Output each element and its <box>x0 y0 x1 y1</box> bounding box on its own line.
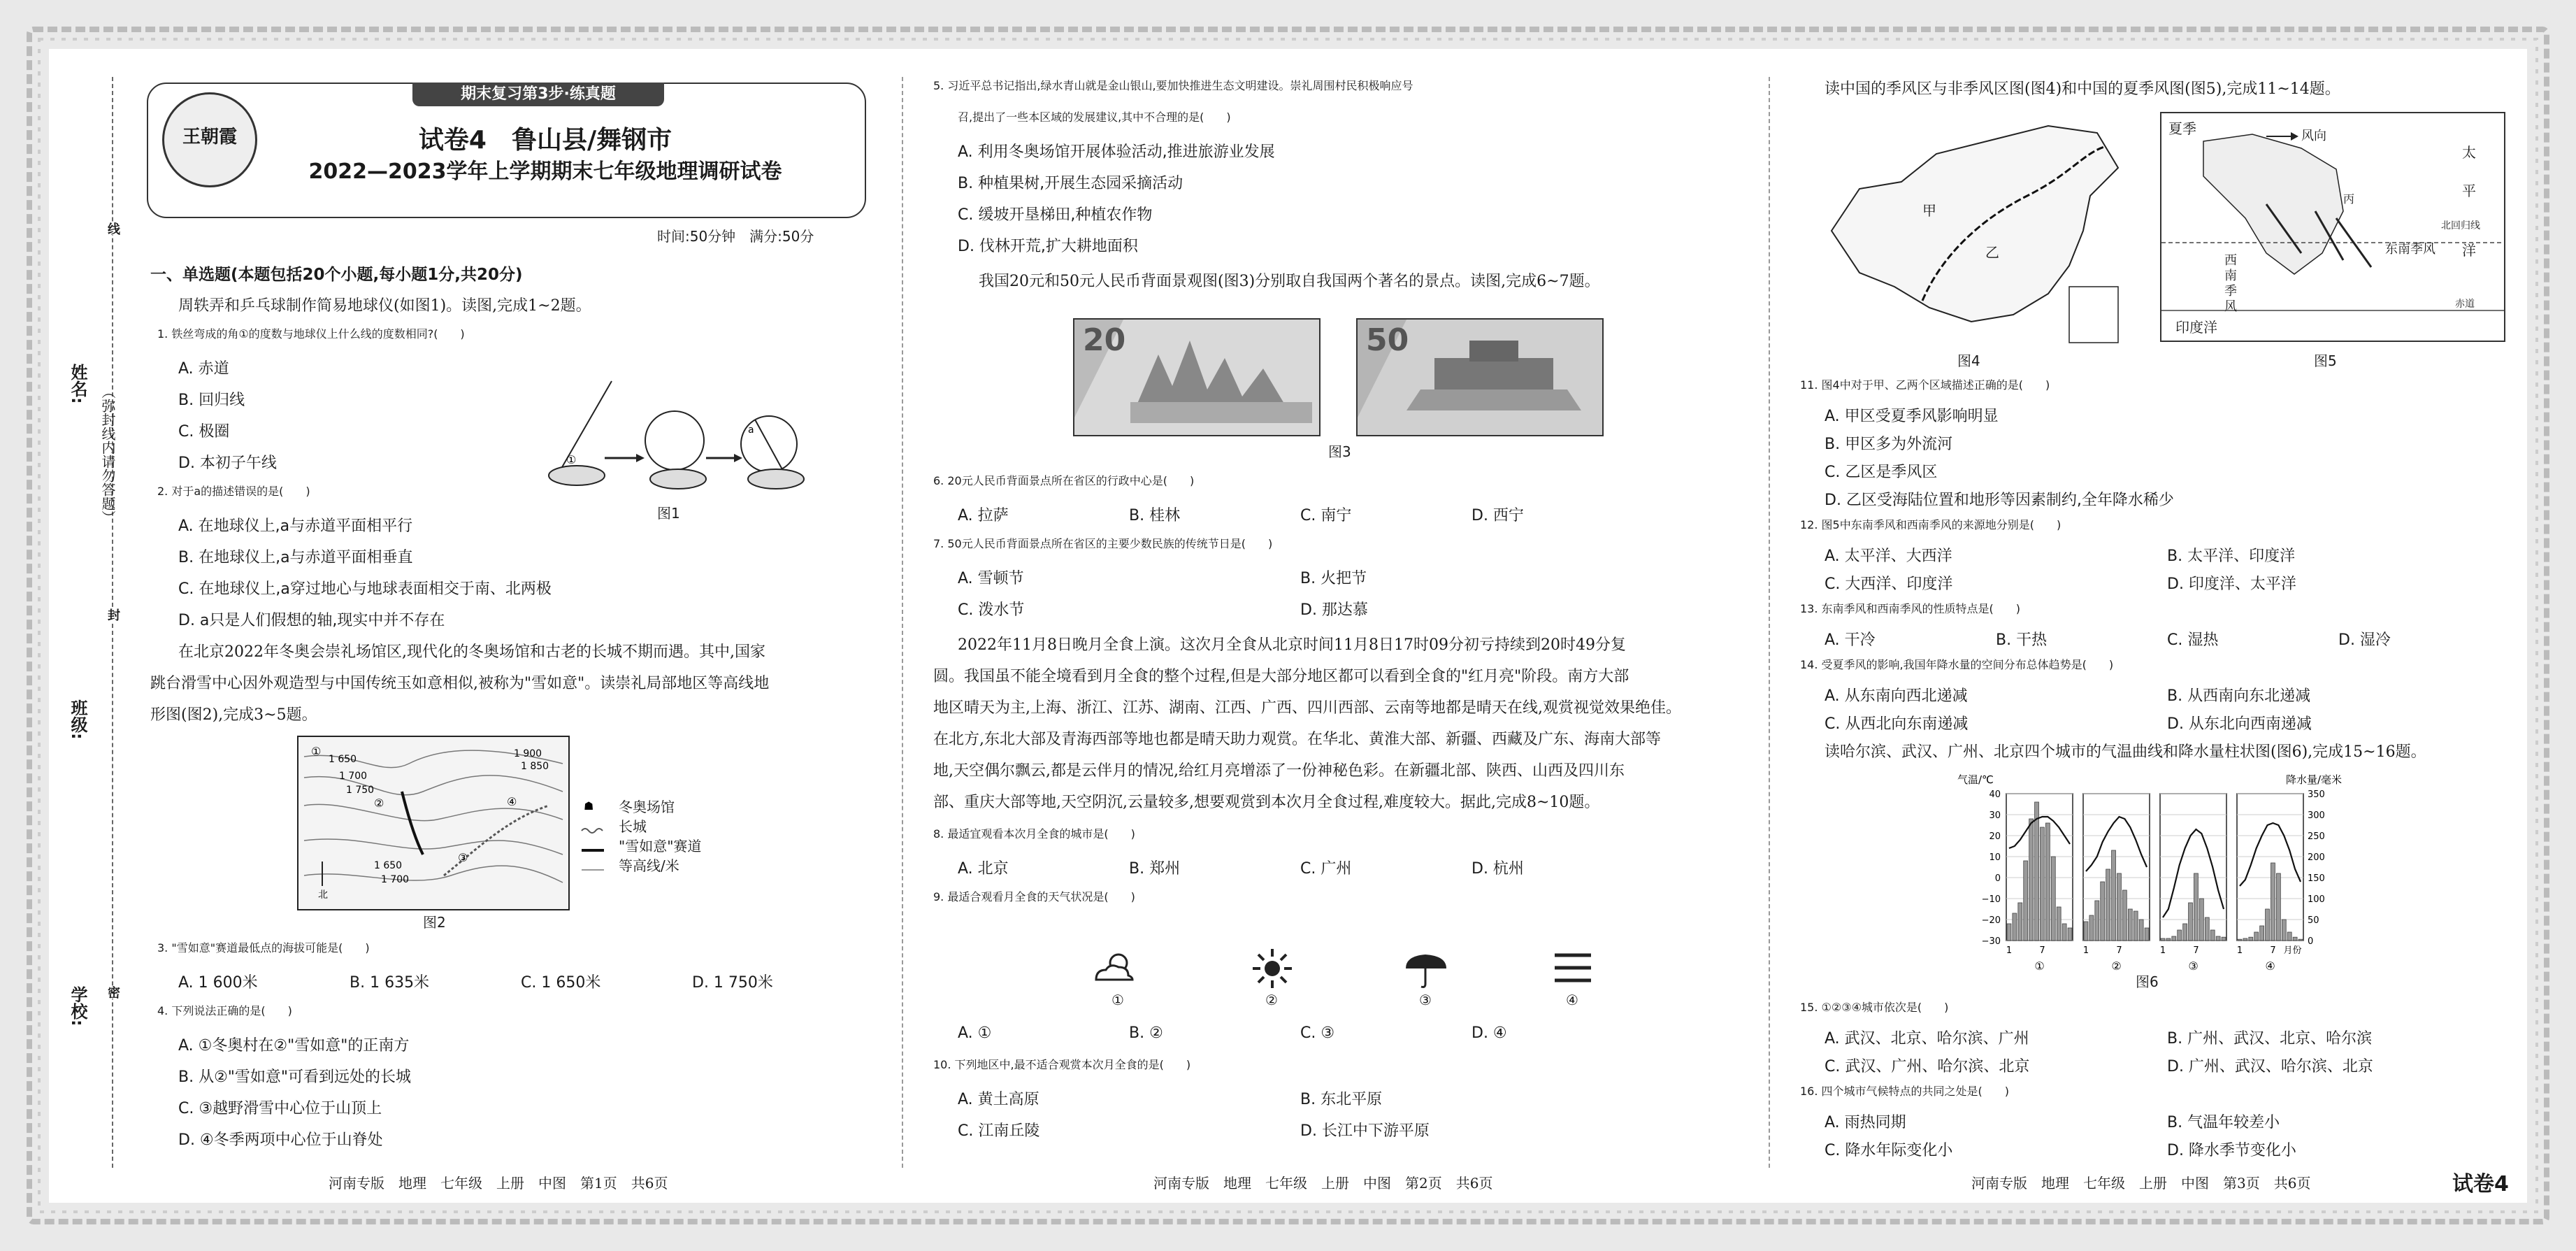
precipitation-bar <box>2145 928 2149 941</box>
rain-icon <box>1402 948 1451 989</box>
q9-option-d: D. ④ <box>1472 1024 1507 1042</box>
precipitation-bar <box>2238 939 2242 941</box>
equator-label: 赤道 <box>2455 299 2475 310</box>
q3-option-c: C. 1 650米 <box>521 974 601 992</box>
q8-option-a: A. 北京 <box>958 860 1009 878</box>
precipitation-bar <box>2194 873 2199 941</box>
svg-text:1 700: 1 700 <box>381 874 410 885</box>
temperature-tick-label: 40 <box>1989 789 2001 800</box>
figure-3-caption: 图3 <box>1328 443 1351 460</box>
wind-direction-label: 风向 <box>2301 129 2326 143</box>
precipitation-bar <box>2139 920 2143 941</box>
figure-1-globe <box>545 374 811 500</box>
month-tick-label: 7 <box>2193 945 2199 956</box>
southwest-monsoon-label: 西南季风 <box>2224 253 2237 314</box>
climate-panel-label: ① <box>2034 959 2045 973</box>
precipitation-tick-label: 300 <box>2308 810 2325 821</box>
svg-text:1 850: 1 850 <box>521 761 549 772</box>
svg-text:1 750: 1 750 <box>346 785 375 796</box>
q14-option-d: D. 从东北向西南递减 <box>2167 715 2312 733</box>
svg-text:②: ② <box>374 796 384 810</box>
rmb-50-denomination: 50 <box>1366 322 1409 358</box>
svg-text:a: a <box>748 424 754 436</box>
class-label: 班级: <box>68 699 87 740</box>
q5-option-c: C. 缓坡开垦梯田,种植农作物 <box>958 206 1153 224</box>
precipitation-bar <box>2249 937 2253 941</box>
precipitation-bar <box>2282 920 2286 941</box>
q15-option-b: B. 广州、武汉、北京、哈尔滨 <box>2167 1030 2373 1048</box>
precipitation-bar <box>2045 823 2050 941</box>
svg-text:1 900: 1 900 <box>514 748 542 759</box>
climate-panel-label: ③ <box>2188 959 2199 973</box>
temperature-tick-label: 30 <box>1989 810 2001 821</box>
precipitation-bar <box>2298 939 2303 941</box>
month-tick-label: 7 <box>2270 945 2276 956</box>
svg-text:北: 北 <box>318 889 328 901</box>
intro-4-line-2: 圆。我国虽不能全境看到月全食的整个过程,但是大部分地区都可以看到全食的"红月亮"阶段。南方大部 <box>933 668 1629 685</box>
precipitation-bar <box>2276 873 2280 941</box>
temperature-tick-label: 20 <box>1989 831 2001 842</box>
precipitation-tick-label: 200 <box>2308 852 2325 863</box>
precipitation-bar <box>2057 907 2061 941</box>
q8-option-d: D. 杭州 <box>1472 860 1524 878</box>
q1-option-c: C. 极圈 <box>178 423 230 441</box>
q10-option-c: C. 江南丘陵 <box>958 1122 1040 1140</box>
precipitation-bar <box>2222 937 2226 941</box>
q8-option-c: C. 广州 <box>1300 860 1352 878</box>
precipitation-bar <box>2260 926 2264 941</box>
q16-option-c: C. 降水年际变化小 <box>1825 1142 1953 1159</box>
precipitation-bar <box>2161 938 2165 941</box>
climate-panel-frame <box>2237 794 2303 941</box>
brand-logo <box>162 92 257 187</box>
logo-text: 王朝霞 <box>182 127 237 148</box>
intro-5: 读中国的季风区与非季风区图(图4)和中国的夏季风图(图5),完成11~14题。 <box>1825 80 2340 98</box>
precipitation-bar <box>2106 869 2110 941</box>
q4-option-c: C. ③越野滑雪中心位于山顶上 <box>178 1100 382 1117</box>
svg-text:☗: ☗ <box>584 799 594 813</box>
question-8: 8. 最适宜观看本次月全食的城市是( ) <box>933 827 1135 841</box>
intro-2-line-3: 形图(图2),完成3~5题。 <box>150 706 317 724</box>
q10-option-b: B. 东北平原 <box>1300 1091 1383 1108</box>
month-tick-label: 1 <box>2159 945 2166 956</box>
precipitation-bar <box>2101 882 2105 941</box>
q12-option-a: A. 太平洋、大西洋 <box>1825 548 1952 565</box>
binding-line <box>112 77 113 1168</box>
month-tick-label: 1 <box>2236 945 2243 956</box>
column-divider <box>902 77 905 1168</box>
precipitation-bar <box>2062 924 2066 941</box>
svg-text:1 700: 1 700 <box>339 771 368 782</box>
legend-contour: 等高线/米 <box>619 857 679 874</box>
figure-6-climate-charts <box>1957 766 2349 975</box>
q13-option-c: C. 湿热 <box>2167 631 2219 649</box>
footer-page-1: 河南专版 地理 七年级 上册 中图 第1页 共6页 <box>329 1175 668 1192</box>
precipitation-bar <box>2166 938 2171 941</box>
question-3: 3. "雪如意"赛道最低点的海拔可能是( ) <box>157 941 370 955</box>
temperature-axis-title: 气温/℃ <box>1957 773 1994 786</box>
legend-great-wall: 长城 <box>619 818 647 835</box>
q2-option-c: C. 在地球仪上,a穿过地心与地球表面相交于南、北两极 <box>178 580 552 598</box>
svg-text:③: ③ <box>458 851 468 864</box>
weather-label-2: ② <box>1265 992 1278 1008</box>
svg-text:④: ④ <box>507 795 517 808</box>
paper-title: 试卷4 鲁山县/舞钢市 <box>418 126 672 155</box>
intro-4-line-6: 部、重庆大部等地,天空阴沉,云量较多,想要观赏到本次月全食过程,难度较大。据此,完成8~10题。 <box>933 794 1600 811</box>
precipitation-bar <box>2293 937 2297 941</box>
q11-option-c: C. 乙区是季风区 <box>1825 464 1938 481</box>
precipitation-tick-label: 100 <box>2308 894 2325 905</box>
temperature-tick-label: 10 <box>1989 852 2001 863</box>
precipitation-bar <box>2172 936 2176 941</box>
intro-4-line-5: 地,天空偶尔飘云,都是云伴月的情况,给红月亮增添了一份神秘色彩。在新疆北部、陕西、山西及四川东 <box>933 762 1625 780</box>
question-2: 2. 对于a的描述错误的是( ) <box>157 485 310 498</box>
intro-4-line-4: 在北方,东北大部及青海西部等地也都是晴天助力观赏。在华北、黄淮大部、新疆、西藏及广东、海南大部等 <box>933 731 1661 748</box>
q6-option-c: C. 南宁 <box>1300 507 1352 524</box>
q6-option-a: A. 拉萨 <box>958 507 1009 524</box>
svg-text:1 650: 1 650 <box>329 754 357 765</box>
precipitation-bar <box>2271 863 2275 941</box>
precipitation-tick-label: 50 <box>2308 915 2319 926</box>
question-15: 15. ①②③④城市依次是( ) <box>1800 1001 1949 1014</box>
pacific-label-3: 洋 <box>2462 242 2476 259</box>
month-axis-title: 月份 <box>2283 945 2302 956</box>
precipitation-tick-label: 0 <box>2308 936 2314 947</box>
rmb-20-image <box>1073 318 1321 436</box>
q11-option-a: A. 甲区受夏季风影响明显 <box>1825 408 1999 425</box>
q3-option-b: B. 1 635米 <box>350 974 430 992</box>
region-jia: 甲 <box>1922 202 1936 219</box>
precipitation-bar <box>2183 924 2187 941</box>
q7-option-c: C. 泼水节 <box>958 601 1025 619</box>
legend-ski-track: "雪如意"赛道 <box>619 838 702 855</box>
svg-text:①: ① <box>311 745 322 758</box>
climate-panel-label: ④ <box>2265 959 2275 973</box>
q13-option-b: B. 干热 <box>1996 631 2048 649</box>
q7-option-b: B. 火把节 <box>1300 570 1367 587</box>
q7-option-d: D. 那达慕 <box>1300 601 1368 619</box>
q9-option-b: B. ② <box>1129 1024 1163 1042</box>
precipitation-bar <box>2134 911 2138 941</box>
q11-option-b: B. 甲区多为外流河 <box>1825 436 1953 453</box>
indian-ocean-label: 印度洋 <box>2175 319 2217 336</box>
partly-cloudy-icon <box>1091 948 1139 989</box>
tropic-label: 北回归线 <box>2441 220 2480 231</box>
q9-option-a: A. ① <box>958 1024 992 1042</box>
region-bing: 丙 <box>2343 192 2355 206</box>
precipitation-bar <box>2051 857 2055 941</box>
precipitation-axis-title: 降水量/毫米 <box>2286 773 2343 786</box>
question-4: 4. 下列说法正确的是( ) <box>157 1004 292 1017</box>
temperature-tick-label: −10 <box>1981 894 2001 905</box>
q6-option-d: D. 西宁 <box>1472 507 1524 524</box>
weather-label-4: ④ <box>1566 992 1578 1008</box>
q1-option-a: A. 赤道 <box>178 360 229 378</box>
precipitation-bar <box>2117 873 2122 941</box>
rmb-20-denomination: 20 <box>1083 322 1126 358</box>
precipitation-bar <box>2205 917 2209 941</box>
q15-option-a: A. 武汉、北京、哈尔滨、广州 <box>1825 1030 2029 1048</box>
precipitation-bar <box>2243 938 2247 941</box>
precipitation-bar <box>2254 932 2259 941</box>
precipitation-bar <box>2024 861 2028 941</box>
q12-option-b: B. 太平洋、印度洋 <box>2167 548 2296 565</box>
pacific-label-1: 太 <box>2462 144 2476 161</box>
q13-option-a: A. 干冷 <box>1825 631 1876 649</box>
section-heading: 一、单选题(本题包括20个小题,每小题1分,共20分) <box>150 266 523 284</box>
weather-label-1: ① <box>1111 992 1124 1008</box>
footer-page-3: 河南专版 地理 七年级 上册 中图 第3页 共6页 <box>1971 1175 2311 1192</box>
q3-option-d: D. 1 750米 <box>692 974 773 992</box>
question-5-line-1: 5. 习近平总书记指出,绿水青山就是金山银山,要加快推进生态文明建设。崇礼周围村民积极响应号 <box>933 79 1413 92</box>
school-label: 学校: <box>68 986 87 1027</box>
question-7: 7. 50元人民币背面景点所在省区的主要少数民族的传统节日是( ) <box>933 537 1273 550</box>
question-13: 13. 东南季风和西南季风的性质特点是( ) <box>1800 602 2021 615</box>
seal-note: （弥封线内请勿答题） <box>99 385 116 524</box>
fog-icon <box>1552 951 1594 986</box>
precipitation-bar <box>2068 928 2072 941</box>
climate-panel-frame <box>2160 794 2226 941</box>
question-12: 12. 图5中东南季风和西南季风的来源地分别是( ) <box>1800 518 2061 531</box>
precipitation-bar <box>2112 850 2116 941</box>
q2-option-d: D. a只是人们假想的轴,现实中并不存在 <box>178 612 445 629</box>
q1-option-d: D. 本初子午线 <box>178 455 277 472</box>
seal-mark-tie: 密 <box>103 986 122 999</box>
column-divider <box>1769 77 1771 1168</box>
legend-venue: 冬奥场馆 <box>619 799 675 815</box>
month-tick-label: 7 <box>2116 945 2122 956</box>
intro-1: 周轶弄和乒乓球制作简易地球仪(如图1)。读图,完成1~2题。 <box>178 297 591 315</box>
figure-5-caption: 图5 <box>2314 352 2337 369</box>
region-yi: 乙 <box>1985 244 1999 261</box>
q10-option-a: A. 黄土高原 <box>958 1091 1039 1108</box>
q2-option-a: A. 在地球仪上,a与赤道平面相平行 <box>178 517 413 535</box>
q16-option-a: A. 雨热同期 <box>1825 1114 1906 1131</box>
svg-text:①: ① <box>566 453 577 466</box>
question-5-line-2: 召,提出了一些本区域的发展建议,其中不合理的是( ) <box>958 110 1231 124</box>
precipitation-bar <box>2266 909 2270 941</box>
q16-option-b: B. 气温年较差小 <box>2167 1114 2280 1131</box>
precipitation-bar <box>2013 913 2017 941</box>
precipitation-bar <box>2018 903 2022 941</box>
q5-option-b: B. 种植果树,开展生态园采摘活动 <box>958 175 1183 192</box>
q5-option-a: A. 利用冬奥场馆开展体验活动,推进旅游业发展 <box>958 143 1275 161</box>
precipitation-bar <box>2189 903 2193 941</box>
precipitation-bar <box>2199 899 2203 941</box>
precipitation-bar <box>2122 890 2127 941</box>
intro-2-line-1: 在北京2022年冬奥会崇礼场馆区,现代化的冬奥场馆和古老的长城不期而遇。其中,国家 <box>178 643 765 661</box>
southeast-monsoon-label: 东南季风 <box>2385 242 2435 257</box>
precipitation-bar <box>2178 930 2182 941</box>
figure-6-caption: 图6 <box>2136 973 2159 990</box>
question-1: 1. 铁丝弯成的角①的度数与地球仪上什么线的度数相同?( ) <box>157 327 465 341</box>
climate-panel-label: ② <box>2111 959 2122 973</box>
q12-option-d: D. 印度洋、太平洋 <box>2167 576 2296 593</box>
figure-5-summer-monsoon-map <box>2160 112 2505 342</box>
month-tick-label: 1 <box>2006 945 2013 956</box>
q14-option-b: B. 从西南向东北递减 <box>2167 687 2311 705</box>
svg-text:1 650: 1 650 <box>374 860 403 871</box>
figure-2-contour-map <box>297 736 570 910</box>
q13-option-d: D. 湿冷 <box>2338 631 2391 649</box>
footer-page-2: 河南专版 地理 七年级 上册 中图 第2页 共6页 <box>1153 1175 1493 1192</box>
question-16: 16. 四个城市气候特点的共同之处是( ) <box>1800 1085 2010 1098</box>
precipitation-bar <box>2035 802 2039 941</box>
q3-option-a: A. 1 600米 <box>178 974 258 992</box>
q7-option-a: A. 雪顿节 <box>958 570 1024 587</box>
figure-1-caption: 图1 <box>657 505 680 522</box>
precipitation-bar <box>2095 901 2099 941</box>
temperature-tick-label: −30 <box>1981 936 2001 947</box>
paper-badge: 试卷4 <box>2452 1172 2509 1196</box>
sunny-icon <box>1251 948 1293 989</box>
q4-option-b: B. 从②"雪如意"可看到远处的长城 <box>178 1068 412 1086</box>
precipitation-tick-label: 150 <box>2308 873 2325 884</box>
review-tag: 期末复习第3步·练真题 <box>412 83 664 106</box>
time-info: 时间:50分钟 满分:50分 <box>657 228 814 245</box>
intro-4-line-3: 地区晴天为主,上海、浙江、江苏、湖南、江西、广西、四川西部、云南等地都是晴天在线,观赏视觉效果绝佳。 <box>933 699 1681 717</box>
temperature-tick-label: −20 <box>1981 915 2001 926</box>
q15-option-d: D. 广州、武汉、哈尔滨、北京 <box>2167 1058 2373 1075</box>
question-9: 9. 最适合观看月全食的天气状况是( ) <box>933 890 1135 903</box>
precipitation-bar <box>2287 932 2291 941</box>
intro-6: 读哈尔滨、武汉、广州、北京四个城市的气温曲线和降水量柱状图(图6),完成15~16题。 <box>1825 743 2426 761</box>
question-11: 11. 图4中对于甲、乙两个区域描述正确的是( ) <box>1800 378 2050 392</box>
question-6: 6. 20元人民币背面景点所在省区的行政中心是( ) <box>933 474 1195 487</box>
seal-mark-line: 线 <box>103 222 122 235</box>
precipitation-bar <box>2210 930 2215 941</box>
q16-option-d: D. 降水季节变化小 <box>2167 1142 2296 1159</box>
weather-label-3: ③ <box>1419 992 1432 1008</box>
month-tick-label: 1 <box>2082 945 2089 956</box>
figure-2-legend-symbols <box>580 797 608 881</box>
precipitation-tick-label: 250 <box>2308 831 2325 842</box>
temperature-tick-label: 0 <box>1994 873 2001 884</box>
q1-option-b: B. 回归线 <box>178 392 245 409</box>
precipitation-bar <box>2089 915 2094 941</box>
figure-4-caption: 图4 <box>1957 352 1980 369</box>
q14-option-c: C. 从西北向东南递减 <box>1825 715 1969 733</box>
q15-option-c: C. 武汉、广州、哈尔滨、北京 <box>1825 1058 2030 1075</box>
intro-2-line-2: 跳台滑雪中心因外观造型与中国传统玉如意相似,被称为"雪如意"。读崇礼局部地区等高线地 <box>150 675 770 692</box>
summer-label: 夏季 <box>2168 120 2196 137</box>
q2-option-b: B. 在地球仪上,a与赤道平面相垂直 <box>178 549 413 566</box>
figure-4-monsoon-map <box>1818 112 2132 350</box>
precipitation-bar <box>2029 819 2034 941</box>
precipitation-bar <box>2084 922 2088 941</box>
q12-option-c: C. 大西洋、印度洋 <box>1825 576 1953 593</box>
q6-option-b: B. 桂林 <box>1129 507 1181 524</box>
precipitation-bar <box>2216 936 2220 941</box>
precipitation-bar <box>2041 827 2045 941</box>
seal-mark-seal: 封 <box>103 608 122 621</box>
month-tick-label: 7 <box>2039 945 2045 956</box>
q8-option-b: B. 郑州 <box>1129 860 1181 878</box>
q10-option-d: D. 长江中下游平原 <box>1300 1122 1430 1140</box>
pacific-label-2: 平 <box>2462 183 2476 199</box>
paper-subtitle: 2022—2023学年上学期期末七年级地理调研试卷 <box>308 159 782 184</box>
precipitation-bar <box>2007 924 2011 941</box>
name-label: 姓名: <box>68 364 87 404</box>
figure-2-caption: 图2 <box>423 914 446 931</box>
rmb-50-image <box>1356 318 1604 436</box>
q14-option-a: A. 从东南向西北递减 <box>1825 687 1968 705</box>
question-10: 10. 下列地区中,最不适合观赏本次月全食的是( ) <box>933 1058 1191 1071</box>
precipitation-tick-label: 350 <box>2308 789 2325 800</box>
intro-3: 我国20元和50元人民币背面景观图(图3)分别取自我国两个著名的景点。读图,完成6~7题。 <box>979 273 1600 290</box>
q9-option-c: C. ③ <box>1300 1024 1335 1042</box>
precipitation-bar <box>2128 909 2132 941</box>
q5-option-d: D. 伐林开荒,扩大耕地面积 <box>958 238 1138 255</box>
question-14: 14. 受夏季风的影响,我国年降水量的空间分布总体趋势是( ) <box>1800 658 2114 671</box>
q11-option-d: D. 乙区受海陆位置和地形等因素制约,全年降水稀少 <box>1825 492 2174 509</box>
intro-4-line-1: 2022年11月8日晚月全食上演。这次月全食从北京时间11月8日17时09分初亏持续到20时49分复 <box>958 636 1626 654</box>
q4-option-d: D. ④冬季两项中心位于山脊处 <box>178 1131 383 1149</box>
q4-option-a: A. ①冬奥村在②"雪如意"的正南方 <box>178 1037 410 1055</box>
